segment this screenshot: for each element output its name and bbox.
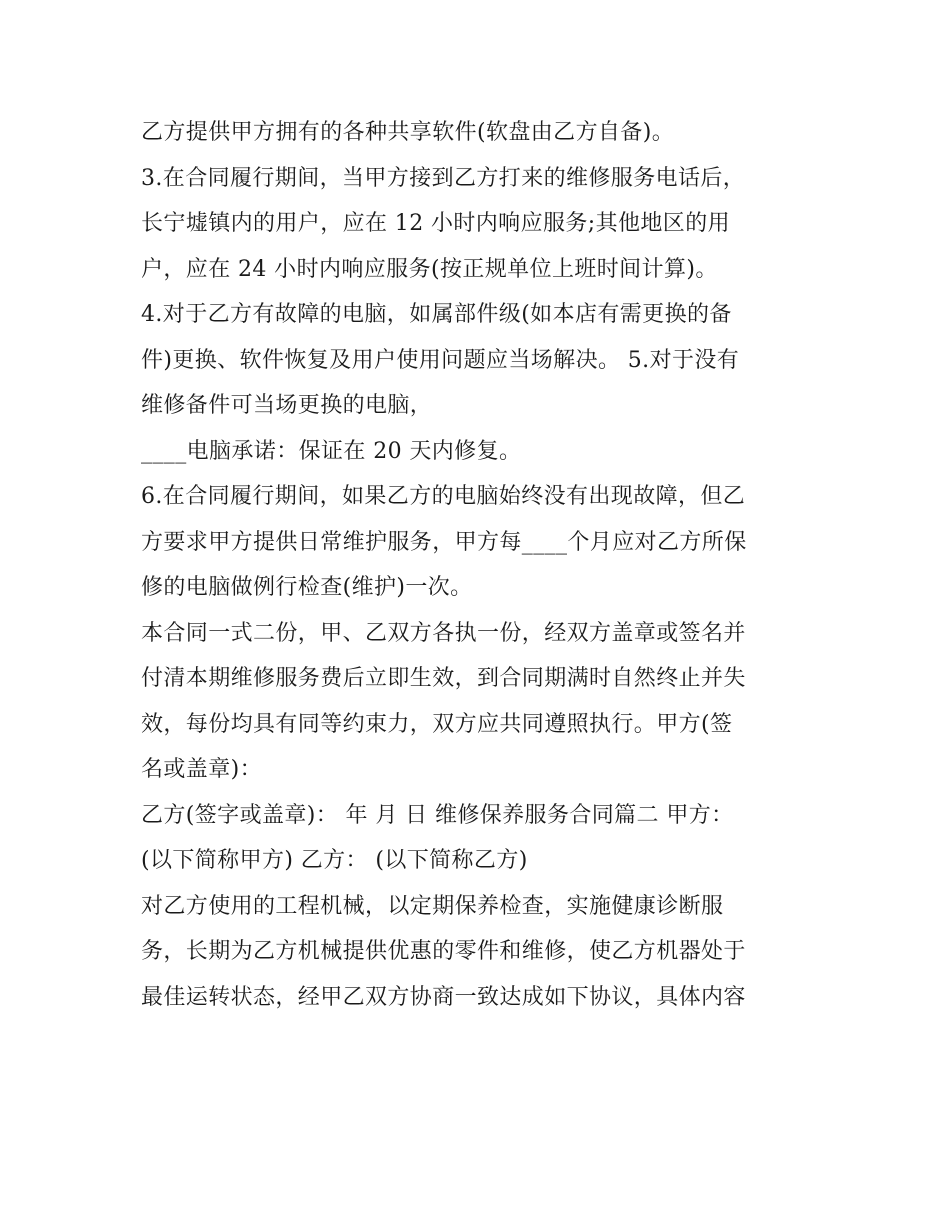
text-line: ____电脑承诺：保证在 20 天内修复。: [141, 438, 522, 464]
text-line: 效，每份均具有同等约束力，双方应共同遵照执行。甲方(签: [141, 711, 733, 737]
text-line: 6.在合同履行期间，如果乙方的电脑始终没有出现故障，但乙: [141, 484, 746, 509]
text-line: 维修备件可当场更换的电脑，: [141, 393, 433, 418]
text-line: 4.对于乙方有故障的电脑，如属部件级(如本店有需更换的备: [141, 302, 732, 327]
text-line: 乙方(签字或盖章)： 年 月 日 维修保养服务合同篇二 甲方：: [141, 802, 734, 828]
text-line: 最佳运转状态，经甲乙双方协商一致达成如下协议，具体内容: [141, 984, 746, 1010]
text-line: 对乙方使用的工程机械，以定期保养检查，实施健康诊断服: [141, 893, 724, 919]
document-body: [141, 110, 831, 1020]
text-line: 3.在合同履行期间，当甲方接到乙方打来的维修服务电话后，: [141, 165, 746, 191]
text-line: 本合同一式二份，甲、乙双方各执一份，经双方盖章或签名并: [141, 620, 746, 646]
text-line: 件)更换、软件恢复及用户使用问题应当场解决。 5.对于没有: [141, 347, 740, 373]
text-line: 名或盖章)：: [141, 757, 262, 782]
text-line: 户，应在 24 小时内响应服务(按正规单位上班时间计算)。: [141, 256, 718, 282]
text-line: 修的电脑做例行检查(维护)一次。: [141, 575, 473, 600]
text-line: 付清本期维修服务费后立即生效，到合同期满时自然终止并失: [141, 666, 746, 691]
text-line: 方要求甲方提供日常维护服务，甲方每____个月应对乙方所保: [141, 529, 747, 555]
text-line: 乙方提供甲方拥有的各种共享软件(软盘由乙方自备)。: [141, 120, 675, 145]
text-line: 长宁墟镇内的用户，应在 12 小时内响应服务;其他地区的用: [141, 211, 730, 236]
text-line: (以下简称甲方) 乙方： (以下简称乙方): [141, 848, 528, 873]
text-line: 务，长期为乙方机械提供优惠的零件和维修，使乙方机器处于: [141, 939, 746, 964]
